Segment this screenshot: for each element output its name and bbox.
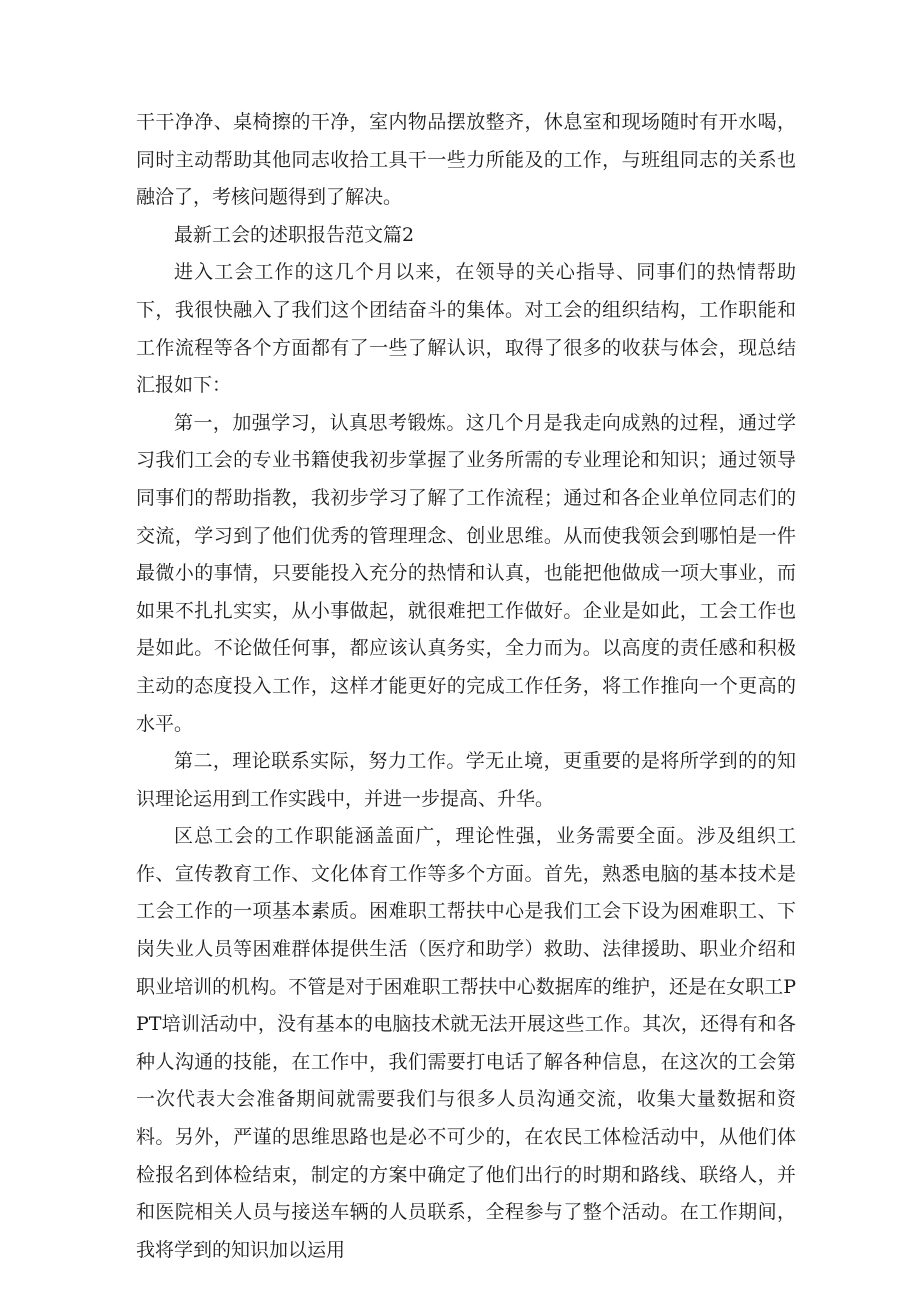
paragraph-continuation: 干干净净、桌椅擦的干净，室内物品摆放整齐，休息室和现场随时有开水喝，同时主动帮助其他同志收拾工具干一些力所能及的工作，与班组同志的关系也融洽了，考核问题得到了解决。	[136, 111, 796, 209]
paragraph-intro: 进入工会工作的这几个月以来，在领导的关心指导、同事们的热情帮助下，我很快融入了我们这个团结奋斗的集体。对工会的组织结构，工作职能和工作流程等各个方面都有了一些了解认识，取得了很多的收获与体会，现总结汇报如下：	[136, 261, 796, 397]
paragraph-duties: 区总工会的工作职能涵盖面广，理论性强，业务需要全面。涉及组织工作、宣传教育工作、文化体育工作等多个方面。首先，熟悉电脑的基本技术是工会工作的一项基本素质。困难职工帮扶中心是我们工会下设为困难职工、下岗失业人员等困难群体提供生活（医疗和助学）救助、法律援助、职业介绍和职业培训的机构。不管是对于困难职工帮扶中心数据库的维护，还是在女职工PPT培训活动中，没有基本的电脑技术就无法开展这些工作。其次，还得有和各种人沟通的技能，在工作中，我们需要打电话了解各种信息，在这次的工会第一次代表大会准备期间就需要我们与很多人员沟通交流，收集大量数据和资料。另外，严谨的思维思路也是必不可少的，在农民工体检活动中，从他们体检报名到体检结束，制定的方案中确定了他们出行的时期和路线、联络人，并和医院相关人员与接送车辆的人员联系，全程参与了整个活动。在工作期间，我将学到的知识加以运用	[136, 825, 796, 1261]
paragraph-point-one: 第一，加强学习，认真思考锻炼。这几个月是我走向成熟的过程，通过学习我们工会的专业书籍使我初步掌握了业务所需的专业理论和知识；通过领导同事们的帮助指教，我初步学习了解了工作流程；通过和各企业单位同志们的交流，学习到了他们优秀的管理理念、创业思维。从而使我领会到哪怕是一件最微小的事情，只要能投入充分的热情和认真，也能把他做成一项大事业，而如果不扎扎实实，从小事做起，就很难把工作做好。企业是如此，工会工作也是如此。不论做任何事，都应该认真务实，全力而为。以高度的责任感和积极主动的态度投入工作，这样才能更好的完成工作任务，将工作推向一个更高的水平。	[136, 411, 796, 735]
section-heading: 最新工会的述职报告范文篇2	[174, 223, 415, 246]
paragraph-point-two: 第二，理论联系实际，努力工作。学无止境，更重要的是将所学到的的知识理论运用到工作实践中，并进一步提高、升华。	[136, 750, 796, 810]
document-page	[136, 104, 796, 1269]
